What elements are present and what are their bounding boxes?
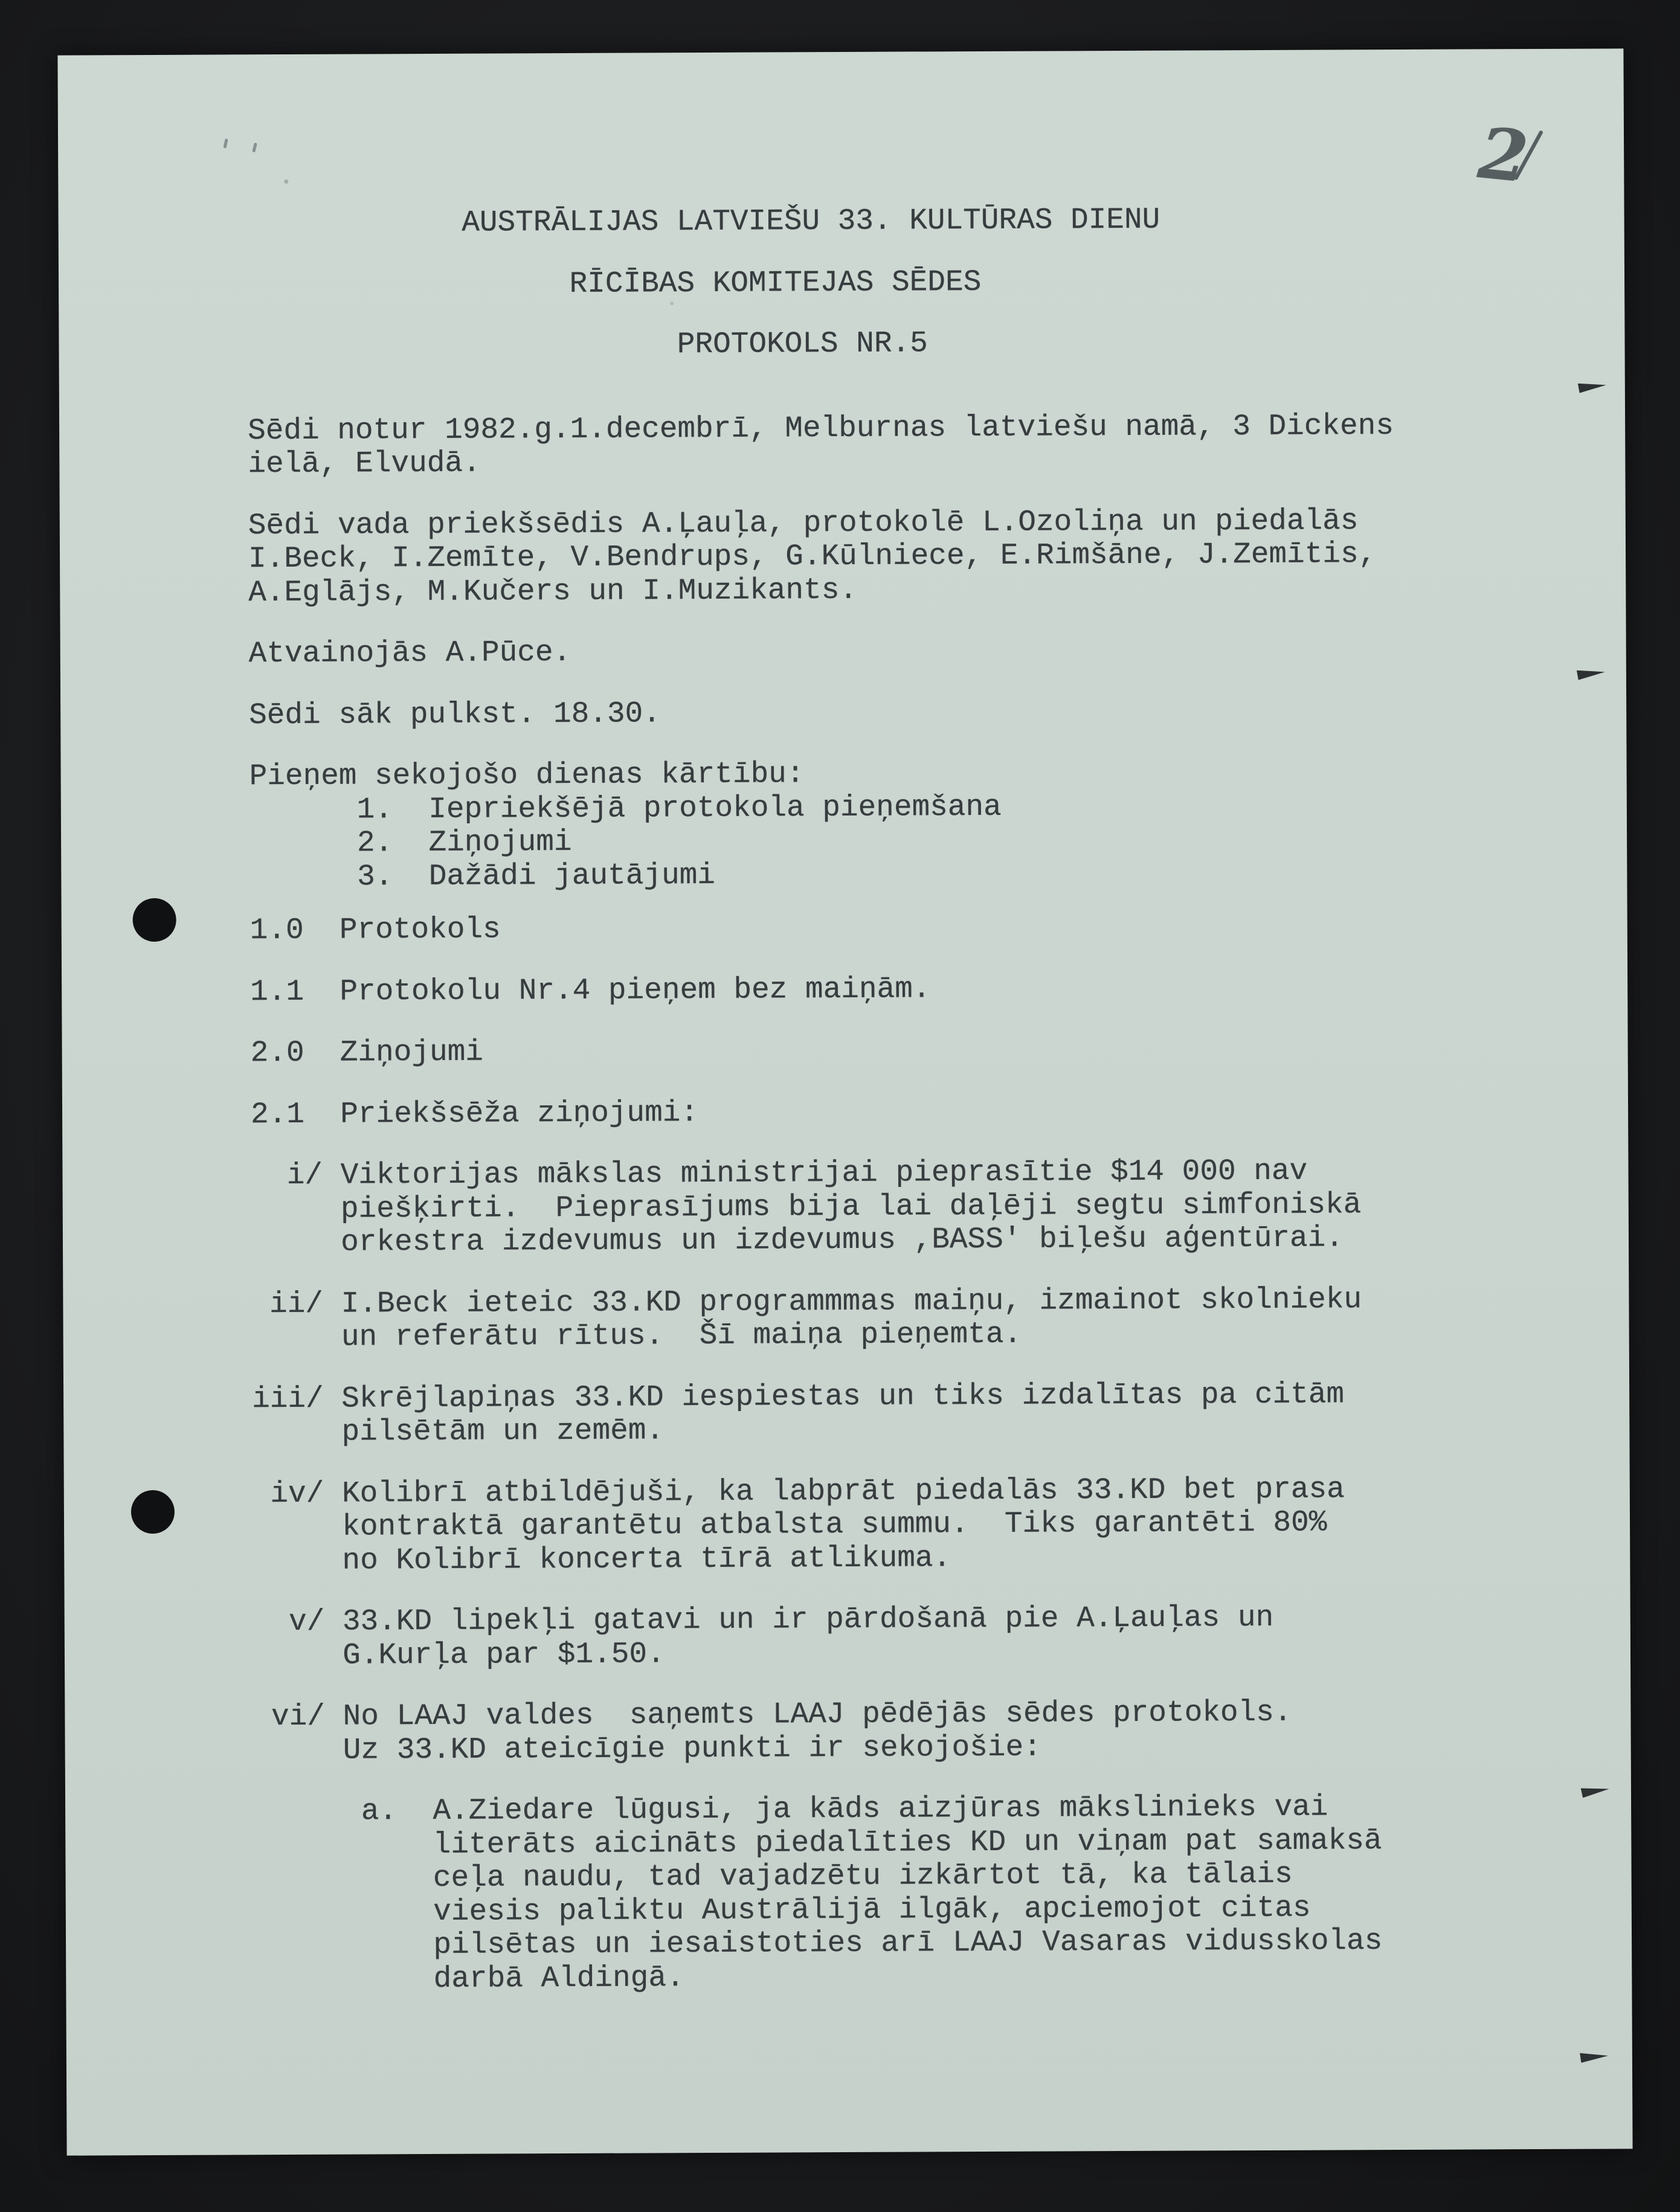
text-line: 1.0 Protokols	[249, 912, 501, 948]
text-line: Atvainojās A.Pūce.	[248, 635, 571, 671]
paragraph	[248, 503, 1602, 609]
text-line: Sēdi vada priekšsēdis A.Ļauļa, protokolē L.Ozoliņa un piedalās	[248, 503, 1359, 542]
text-line: 1.1 Protokolu Nr.4 pieņem bez maiņām.	[250, 971, 931, 1009]
text-line: Sēdi notur 1982.g.1.decembrī, Melburnas latviešu namā, 3 Dickens	[248, 408, 1394, 448]
scan-speck	[223, 138, 228, 149]
paper-sheet	[57, 48, 1632, 2155]
text-line: i/ Viktorijas mākslas ministrijai pieprasītie $14 000 nav	[251, 1154, 1308, 1193]
text-line: ceļa naudu, tad vajadzētu izkārtot tā, ka tālais	[254, 1857, 1293, 1896]
text-line: 3. Dažādi jautājumi	[249, 858, 716, 894]
paragraph	[251, 1282, 1604, 1355]
text-line: literāts aicināts piedalīties KD un viņam pat samaksā	[254, 1823, 1382, 1862]
text-line: ielā, Elvudā.	[248, 446, 481, 481]
text-line: Pieņem sekojošo dienas kārtību:	[249, 757, 805, 794]
text-line: 1. Iepriekšējā protokola pieņemšana	[249, 789, 1002, 827]
text-line: Sēdi sāk pulkst. 18.30.	[249, 696, 661, 732]
text-line: v/ 33.KD lipekļi gatavi un ir pārdošanā pie A.Ļauļas un	[253, 1600, 1274, 1639]
paragraph	[249, 632, 1602, 671]
text-line: RĪCĪBAS KOMITEJAS SĒDES	[246, 265, 982, 302]
hole-punch-bottom-icon	[131, 1490, 175, 1534]
paragraph	[250, 969, 1603, 1009]
text-line: no Kolibrī koncerta tīrā atlikuma.	[253, 1540, 951, 1578]
paragraph	[254, 1790, 1608, 1997]
paragraph	[251, 1092, 1604, 1131]
text-line: kontraktā garantētu atbalsta summu. Tiks garantēti 80%	[252, 1505, 1327, 1545]
handwritten-page-number: 2	[1475, 112, 1532, 199]
paragraph	[248, 408, 1601, 481]
paragraph	[252, 1377, 1605, 1450]
text-line: AUSTRĀLIJAS LATVIEŠU 33. KULTŪRAS DIENU	[246, 202, 1160, 241]
text-line: PROTOKOLS NR.5	[247, 326, 928, 364]
text-line: A.Eglājs, M.Kučers un I.Muzikants.	[248, 573, 858, 609]
text-line: iv/ Kolibrī atbildējuši, ka labprāt piedalās 33.KD bet prasa	[252, 1471, 1345, 1511]
text-line: vi/ No LAAJ valdes saņemts LAAJ pēdējās sēdes protokols.	[253, 1695, 1292, 1734]
paragraph	[251, 1154, 1604, 1260]
text-line: 2.0 Ziņojumi	[250, 1035, 484, 1070]
paragraph	[249, 754, 1603, 895]
paragraph	[253, 1471, 1606, 1578]
paragraph	[247, 202, 1600, 241]
hole-punch-top-icon	[133, 898, 176, 942]
text-line: darbā Aldingā.	[254, 1960, 684, 1996]
paragraph	[253, 1695, 1606, 1768]
text-line: ii/ I.Beck ieteic 33.KD programmmas maiņu, izmainot skolnieku	[251, 1282, 1362, 1321]
text-line: viesis paliktu Austrālijā ilgāk, apciemojot citas	[254, 1891, 1311, 1929]
margin-arrow-mark-icon	[1580, 2053, 1608, 2063]
text-line: pilsētām un zemēm.	[252, 1413, 665, 1450]
text-line: Uz 33.KD ateicīgie punkti ir sekojošie:	[253, 1730, 1041, 1767]
text-line: orkestra izdevumus un izdevumus ,BASS' biļešu aģentūrai.	[251, 1221, 1344, 1260]
text-line: I.Beck, I.Zemīte, V.Bendrups, G.Kūlniece, E.Rimšāne, J.Zemītis,	[248, 537, 1377, 576]
paragraph	[247, 263, 1600, 302]
text-line: a. A.Ziedare lūgusi, ja kāds aizjūras mākslinieks vai	[253, 1790, 1328, 1829]
text-line: G.Kurļa par $1.50.	[253, 1636, 665, 1673]
paragraph	[247, 324, 1600, 364]
text-line: 2. Ziņojumi	[249, 825, 572, 861]
text-line: 2.1 Priekšsēža ziņojumi:	[250, 1095, 699, 1131]
text-line: pilsētas un iesaistoties arī LAAJ Vasaras vidusskolas	[254, 1924, 1383, 1963]
text-line: iii/ Skrējlapiņas 33.KD iespiestas un tiks izdalītas pa citām	[252, 1377, 1345, 1416]
text-line: un referātu rītus. Šī maiņa pieņemta.	[251, 1317, 1022, 1355]
paragraph	[253, 1600, 1606, 1673]
paragraph	[250, 908, 1603, 948]
text-line: piešķirti. Pieprasījums bija lai daļēji segtu simfoniskā	[251, 1187, 1362, 1226]
paragraph	[251, 1031, 1604, 1070]
paragraph	[249, 693, 1602, 732]
document-body	[246, 49, 1608, 1997]
